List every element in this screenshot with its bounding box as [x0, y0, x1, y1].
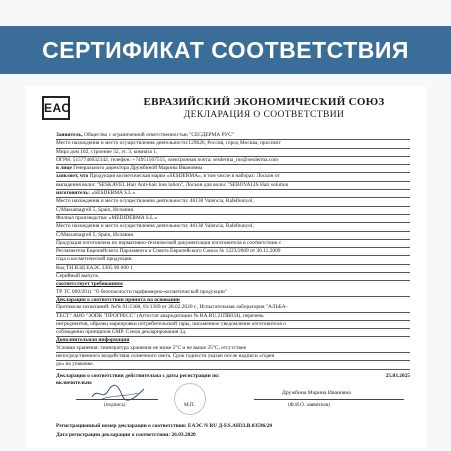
applicant-label: Заявитель,: [56, 132, 83, 138]
registration-number-label: Регистрационный номер декларации о соответствии:: [56, 423, 187, 429]
registration-number-row: [56, 422, 410, 431]
representative-label: в лице: [56, 165, 72, 172]
basis-line-4: соблюдении принципов GMP. Схема декларирования 3д.: [56, 329, 410, 337]
applicant-address-2: Мира дом 102, строение 32, эт. 3, комната 1.: [56, 149, 410, 157]
registration-date: 26.03.2020: [171, 432, 196, 438]
name-line: [254, 399, 404, 400]
stamp-icon: [174, 383, 206, 415]
basis-line-3: ингредиентов, образец маркировки потребительской тары, письменное уведомление изготовителя о: [56, 321, 410, 329]
declaration-body: [56, 132, 410, 387]
basis-line-2: ТЕСТ" АНО "ЗОПК "ПРОГРЕСС" (Аттестат аккредитации № RA.RU.21ПВ034), перечень: [56, 313, 410, 321]
registration-block: [56, 422, 410, 440]
union-subtitle: ДЕКЛАРАЦИЯ О СООТВЕТСТВИИ: [183, 110, 345, 120]
serial-release: Серийный выпуск.: [56, 273, 410, 281]
manufacturer-address-1: Место нахождения и место осуществления деятельности: 46138 Valencia, Rafelbunyol,: [56, 198, 410, 206]
eac-logo-icon: ЕАС: [42, 96, 70, 120]
production-line-2: Регламентом Европейского Парламента и Совета Европейского Союза № 1223/2009 от 30.11.2009: [56, 248, 410, 256]
validity-label: Декларация о соответствии действительна с даты регистрации по:: [56, 372, 220, 379]
signer-name: Дружбина Марина Ивановна: [282, 390, 351, 396]
additional-line-3: до» на упаковке.: [56, 361, 410, 369]
applicant-address-1: Место нахождения и место осуществления деятельности:129626, Россия, город Москва, проспект: [56, 140, 410, 148]
name-caption: (Ф.И.О. заявителя): [288, 402, 330, 408]
manufacturer-label: изготовитель:: [56, 190, 91, 197]
registration-number: ЕАЭС N RU Д-ES.АН33.В.03596/20: [187, 423, 273, 429]
registration-date-label: Дата регистрации декларации о соответствии:: [56, 432, 171, 438]
applicant-name: Общество с ограниченной ответственностью "СЕСДЕРМА РУС": [84, 132, 235, 138]
product-line-1: Продукция косметическая марки «SESDERMA», в том числе в наборах: Лосьон от: [89, 173, 280, 180]
signature-line: [76, 399, 158, 400]
applicant-contacts: ОГРН: 5157746032142, телефон: +74951507515, электронная почта: sesderma_rus@sesderma.com: [56, 157, 410, 165]
tn-ved-code: Код ТН ВЭД ЕАЭС 3305 90 000 1: [56, 265, 410, 273]
additional-line-1: Условия хранения: температура хранения не ниже 5°С и не выше 25°С, отсутствие: [56, 345, 410, 353]
representative-name: Генерального директора Дружбиной Марины Ивановны: [73, 165, 203, 172]
declares-label: заявляет, что: [56, 173, 89, 180]
branch-address-2: C/Massamagrell 5, Spain, Испания.: [56, 232, 410, 240]
branch-name: Филиал производства: «MEDIDERMA S.L.»: [56, 215, 410, 223]
signature-caption: (подпись): [104, 402, 126, 408]
additional-info-label: Дополнительная информация: [56, 337, 130, 344]
union-title: ЕВРАЗИЙСКИЙ ЭКОНОМИЧЕСКИЙ СОЮЗ: [143, 96, 385, 108]
product-line-2: выпадения волос "SESKAVEL Hair Anti-hair loss lotion", Лосьон для волос "SEBOVALIS Hair solution: [56, 182, 410, 190]
production-line-3: года о косметической продукции.: [56, 256, 410, 264]
stamp-caption: М.П.: [184, 402, 195, 408]
branch-address-1: Место нахождения и место осуществления деятельности: 46138 Valencia, Rafelbunyol,: [56, 223, 410, 231]
document-header: [26, 86, 426, 126]
manufacturer-name: «SESDERMA S.L.»: [91, 190, 136, 197]
validity-inclusive: включительно: [56, 379, 92, 386]
signature-icon: [88, 383, 148, 403]
basis-label: Декларация о соответствии принята на основании: [56, 296, 180, 303]
manufacturer-address-2: C/Massamagrell 5, Spain, Испания.: [56, 207, 410, 215]
requirements-line: ТР ТС 009/2011 "О безопасности парфюмерно-косметической продукции": [56, 289, 410, 297]
additional-line-2: непосредственного воздействия солнечного света. Срок годности указан после надписи «годен: [56, 353, 410, 361]
validity-date: 25.03.2025: [385, 372, 410, 379]
basis-line-1: Протоколы испытаний: №№ 01/1368, 01/1369 от 28.02.2020 г., Испытательная лаборатория "АЛЬБА-: [56, 304, 410, 312]
banner-title: СЕРТИФИКАТ СООТВЕТСТВИЯ: [42, 36, 409, 63]
validity-row: [56, 373, 410, 380]
registration-date-row: [56, 431, 410, 440]
requirements-label: соответствует требованиям: [56, 281, 123, 288]
production-line-1: Продукция изготовлена по нормативно-технической документации изготовителя в соответствии с: [56, 240, 410, 248]
declaration-document: [26, 86, 426, 448]
certificate-banner: [0, 26, 451, 74]
